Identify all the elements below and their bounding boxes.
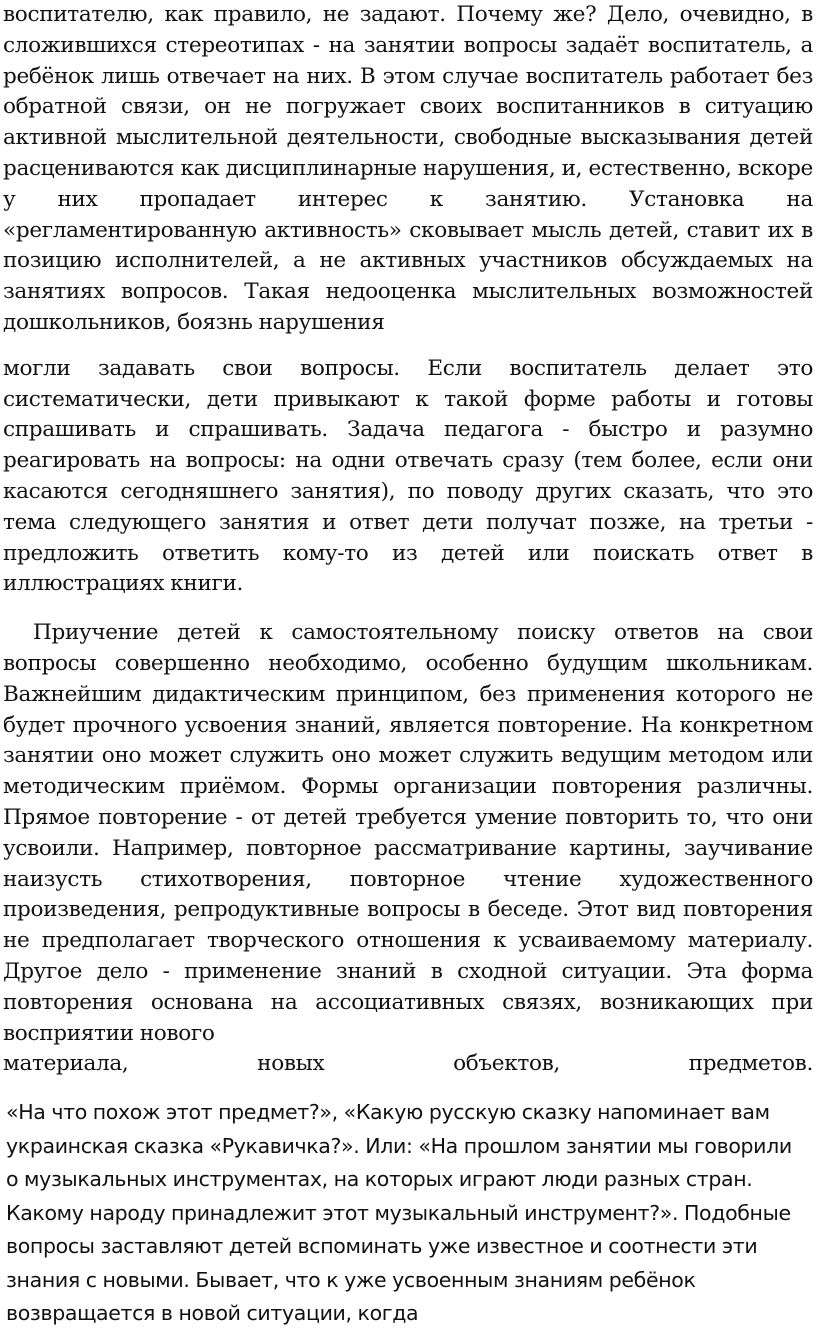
paragraph-3: Приучение детей к самостоятельному поиску ответов на свои вопросы совершенно необходимо, особенно будущим школьникам. Важнейшим дидактическим принципом, без применения которого не будет прочного усвоения знаний, является повторение. На конкретном занятии оно может служить оно может служить ведущим методом или методическим приёмом. Формы организации повторения различны. Прямое повторение - от детей требуется умение повторить то, что они усвоили. Например, повторное рассматривание картины, заучивание наизусть стихотворения, повторное чтение художественного произведения, репродуктивные вопросы в беседе. Этот вид повторения не предполагает творческого отношения к усваиваемому материалу. Другое дело - применение знаний в сходной ситуации. Эта форма повторения основана на ассоциативных связях, возникающих при восприятии нового [3,620,813,1046]
paragraph-1: воспитателю, как правило, не задают. Почему же? Дело, очевидно, в сложившихся стереотипах - на занятии вопросы задаёт воспитатель, а ребёнок лишь отвечает на них. В этом случае воспитатель работает без обратной связи, он не погружает своих воспитанников в ситуацию активной мыслительной деятельности, свободные высказывания детей расцениваются как дисциплинарные нарушения, и, естественно, вскоре у них пропадает интерес к занятию. Установка на «регламентированную активность» сковывает мысль детей, ставит их в позицию исполнителей, а не активных участников обсуждаемых на занятиях вопросов. Такая недооценка мыслительных возможностей дошкольников, боязнь нарушения [3,2,813,335]
document-page [3,0,813,1331]
paragraph-3-last-line: материала, новых объектов, предметов. [3,1051,813,1077]
paragraph-4: «На что похож этот предмет?», «Какую русскую сказку напоминает вам украинская сказка «Рукавичка?». Или: «На прошлом занятии мы говорили о музыкальных инструментах, на которых играют люди разных стран. Какому народу принадлежит этот музыкальный инструмент?». Подобные вопросы заставляют детей вспоминать уже известное и соотнести эти знания с новыми. Бывает, что к уже усвоенным знаниям ребёнок возвращается в новой ситуации, когда [6,1100,792,1326]
paragraph-2: могли задавать свои вопросы. Если воспитатель делает это систематически, дети привыкают к такой форме работы и готовы спрашивать и спрашивать. Задача педагога - быстро и разумно реагировать на вопросы: на одни отвечать сразу (тем более, если они касаются сегодняшнего занятия), по поводу других сказать, что это тема следующего занятия и ответ дети получат позже, на третьи - предложить ответить кому-то из детей или поискать ответ в иллюстрациях книги. [3,355,813,597]
